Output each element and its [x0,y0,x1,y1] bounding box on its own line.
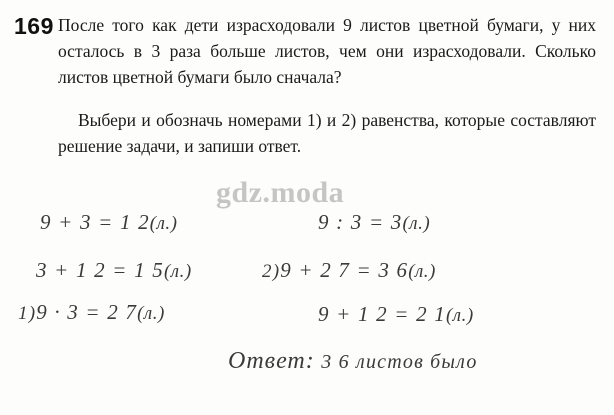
answer-value: 3 6 листов было [321,351,478,373]
equation-unit: (л.) [408,261,436,282]
problem-block [14,12,596,159]
equation-marker: 1) [18,303,37,324]
equation-expression: 9 · 3 = 2 7 [36,300,138,324]
watermark-text: gdz.moda [216,176,345,209]
equation-unit: (л.) [163,261,192,282]
equation-unit: (л.) [137,303,165,324]
problem-number: 169 [14,13,54,39]
handwritten-equation [40,210,178,235]
handwritten-equation-step-2 [262,258,436,283]
handwritten-answer [228,348,478,375]
problem-body [58,12,596,159]
handwritten-equation [36,258,192,283]
equation-unit: (л.) [445,305,474,326]
equation-expression: 3 + 1 2 = 1 5 [36,258,164,282]
equation-expression: 9 + 2 7 = 3 6 [280,258,409,282]
equation-marker: 2) [262,261,281,282]
handwritten-equation [318,210,430,235]
answer-label: Ответ: [228,348,315,374]
handwritten-equation [318,302,474,327]
equation-unit: (л.) [402,213,431,234]
problem-statement: После того как дети израсходовали 9 листов цветной бумаги, у них осталось в 3 раза больше листов, чем они израсходовали. Сколько листов цветной бумаги было сначала? [58,15,596,87]
equation-expression: 9 + 1 2 = 2 1 [318,302,446,326]
equation-expression: 9 + 3 = 1 2 [40,210,150,234]
problem-instruction: Выбери и обозначь номерами 1) и 2) равенства, которые составляют решение задачи, и запиши ответ. [58,110,596,156]
equation-expression: 9 : 3 = 3 [318,210,403,234]
handwritten-equation-step-1 [18,300,165,325]
equation-unit: (л.) [149,213,178,234]
